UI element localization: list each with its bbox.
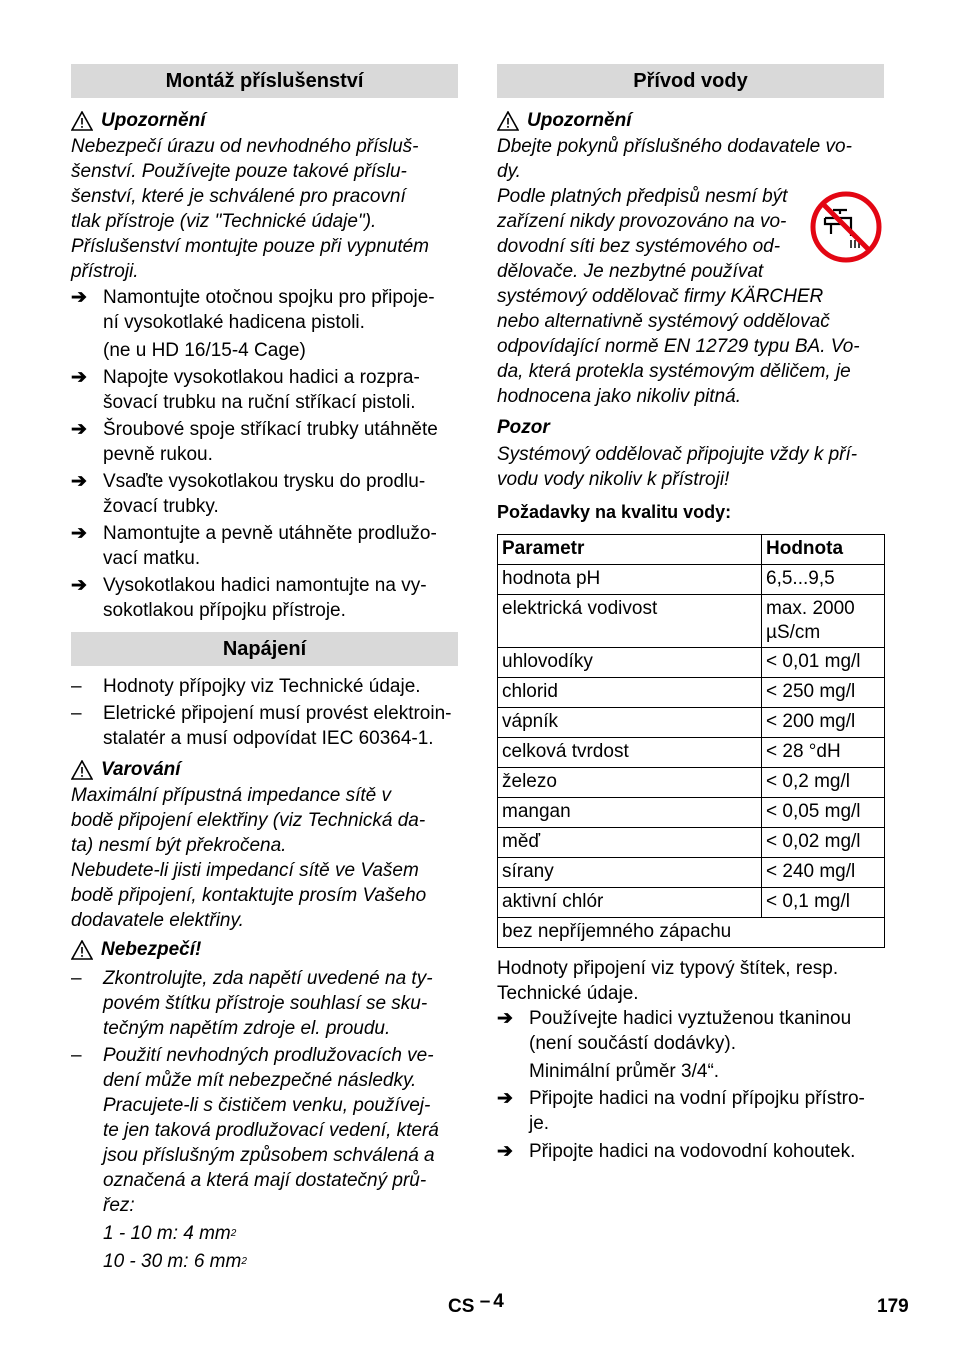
text-line: vací matku. — [103, 548, 201, 569]
text-line: ní vysokotlaké hadicena pistoli. — [103, 312, 365, 333]
table-row — [498, 708, 885, 738]
arrow-right-icon: ➔ — [71, 575, 87, 596]
warning-text — [497, 134, 884, 409]
text-line: dení může mít nebezpečné následky. — [103, 1070, 417, 1091]
page-footer-lang — [448, 1291, 504, 1318]
section-page-number: 4 — [493, 1291, 504, 1312]
table-header-cell: Hodnota — [762, 535, 885, 565]
text-line: da, která protekla systémovým děličem, je — [497, 361, 851, 382]
no-drinking-water-icon — [809, 190, 883, 264]
warning-triangle-icon — [71, 111, 93, 131]
text-line: tečným napětím zdroje el. proudu. — [103, 1018, 391, 1039]
text-line: je. — [529, 1113, 550, 1134]
danger-title: Nebezpečí! — [101, 939, 202, 960]
step-item — [497, 1086, 884, 1136]
text-line: povém štítku přístroje souhlasí se sku- — [103, 993, 428, 1014]
section-heading-accessories: Montáž příslušenství — [71, 64, 458, 98]
step-note: (ne u HD 16/15-4 Cage) — [103, 340, 306, 361]
text-line: stalatér a musí odpovídat IEC 60364-1. — [103, 728, 434, 749]
text-line: Namontujte otočnou spojku pro připoje- — [103, 287, 435, 308]
text-line: pevně rukou. — [103, 444, 213, 465]
table-row — [498, 828, 885, 858]
text-line: Připojte hadici na vodní přípojku přístro- — [529, 1088, 865, 1109]
text-line: Vysokotlakou hadici namontujte na vy- — [103, 575, 427, 596]
warning-title: Upozornění — [527, 110, 632, 131]
arrow-right-icon: ➔ — [497, 1008, 513, 1029]
dash-marker: – — [71, 703, 82, 724]
text-line: dodavatele elektřiny. — [71, 910, 244, 931]
text-line: Nebezpečí úrazu od nevhodného přísluš- — [71, 136, 419, 157]
step-note: Minimální průměr 3/4“. — [529, 1061, 720, 1082]
table-cell: hodnota pH — [498, 565, 762, 595]
list-item — [71, 966, 458, 1041]
text-line: Dbejte pokynů příslušného dodavatele vo- — [497, 136, 852, 157]
table-cell: < 200 mg/l — [762, 708, 885, 738]
text-line: systémový oddělovač firmy KÄRCHER — [497, 286, 824, 307]
table-row — [498, 595, 885, 648]
table-cell: uhlovodíky — [498, 648, 762, 678]
text-line: dy. — [497, 161, 521, 182]
warning-note — [71, 757, 458, 783]
arrow-right-icon: ➔ — [497, 1141, 513, 1162]
text-line: vodu vody nikoliv k přístroji! — [497, 469, 730, 490]
text-line: Eletrické připojení musí provést elektroin- — [103, 703, 452, 724]
table-row — [498, 738, 885, 768]
quality-title: Požadavky na kvalitu vody: — [497, 502, 732, 522]
info-text — [497, 956, 884, 1006]
text-line: sokotlakou přípojku přístroje. — [103, 600, 346, 621]
step-item — [71, 521, 458, 571]
text-line: nebo alternativně systémový oddělovač — [497, 311, 830, 332]
table-cell: elektrická vodivost — [498, 595, 762, 648]
table-cell: železo — [498, 768, 762, 798]
warning-triangle-icon — [71, 760, 93, 780]
table-cell: < 0,02 mg/l — [762, 828, 885, 858]
step-item — [71, 417, 458, 467]
list-item — [71, 701, 458, 751]
table-cell: < 0,05 mg/l — [762, 798, 885, 828]
warning-triangle-icon — [497, 111, 519, 131]
table-cell: < 28 °dH — [762, 738, 885, 768]
superscript: 2 — [230, 1228, 237, 1239]
table-cell: < 0,01 mg/l — [762, 648, 885, 678]
text-line: Hodnoty připojení viz typový štítek, resp. — [497, 958, 839, 979]
arrow-right-icon: ➔ — [497, 1088, 513, 1109]
text-line: Použití nevhodných prodlužovacích ve- — [103, 1045, 434, 1066]
warning-title: Varování — [101, 759, 181, 780]
text-line: bodě připojení, kontaktujte prosím Vašeho — [71, 885, 427, 906]
text-line: Vsaďte vysokotlakou trysku do prodlu- — [103, 471, 426, 492]
arrow-right-icon: ➔ — [71, 523, 87, 544]
warning-title: Upozornění — [101, 110, 206, 131]
step-item — [497, 1006, 884, 1056]
text-line: Podle platných předpisů nesmí být — [497, 186, 788, 207]
text-line: tlak přístroje (viz "Technické údaje"). — [71, 211, 377, 232]
text-line: Namontujte a pevně utáhněte prodlužo- — [103, 523, 437, 544]
cable-spec — [71, 1221, 458, 1246]
table-cell: < 240 mg/l — [762, 858, 885, 888]
text-line: dovodní síti bez systémového od- — [497, 236, 781, 257]
text-line: označená a která mají dostatečný prů- — [103, 1170, 427, 1191]
list-item — [71, 674, 458, 699]
text-line: šenství, které je schválené pro pracovní — [71, 186, 406, 207]
cable-spec — [71, 1249, 458, 1274]
text-line: Šroubové spoje stříkací trubky utáhněte — [103, 419, 438, 440]
table-cell: sírany — [498, 858, 762, 888]
table-cell: vápník — [498, 708, 762, 738]
step-item — [71, 365, 458, 415]
step-item — [497, 1139, 884, 1164]
table-cell: celková tvrdost — [498, 738, 762, 768]
arrow-right-icon: ➔ — [71, 287, 87, 308]
table-header-cell: Parametr — [498, 535, 762, 565]
text-line: Systémový oddělovač připojujte vždy k pří- — [497, 444, 858, 465]
table-row — [498, 648, 885, 678]
cable-spec-text: 1 - 10 m: 4 mm — [103, 1223, 231, 1244]
separator: – — [479, 1291, 491, 1312]
page-number: 179 — [877, 1296, 909, 1317]
superscript: 2 — [241, 1256, 247, 1267]
table-row — [498, 768, 885, 798]
list-item — [71, 1043, 458, 1218]
text-line: řez: — [103, 1195, 135, 1216]
table-cell: < 0,1 mg/l — [762, 888, 885, 918]
warning-text — [71, 783, 458, 933]
section-heading-water-supply: Přívod vody — [497, 64, 884, 98]
text-line: Nebudete-li jisti impedancí sítě ve Vašem — [71, 860, 419, 881]
table-cell: bez nepříjemného zápachu — [498, 918, 885, 948]
table-cell: aktivní chlór — [498, 888, 762, 918]
warning-triangle-icon — [71, 940, 93, 960]
left-column — [71, 64, 458, 1274]
dash-marker: – — [71, 676, 82, 697]
table-footer-row — [498, 918, 885, 948]
pozor-text — [497, 442, 884, 492]
text-line: Připojte hadici na vodovodní kohoutek. — [529, 1141, 856, 1162]
text-line: šovací trubku na ruční stříkací pistoli. — [103, 392, 416, 413]
arrow-right-icon: ➔ — [71, 419, 87, 440]
text-line: hodnocena jako nikoliv pitná. — [497, 386, 742, 407]
table-row — [498, 678, 885, 708]
arrow-right-icon: ➔ — [71, 471, 87, 492]
table-cell: měď — [498, 828, 762, 858]
text-line: te jen taková prodlužovací vedení, která — [103, 1120, 439, 1141]
table-cell: 6,5...9,5 — [762, 565, 885, 595]
text-line: Technické údaje. — [497, 983, 639, 1004]
table-row — [498, 798, 885, 828]
water-quality-table — [497, 534, 885, 948]
step-item — [71, 469, 458, 519]
table-row — [498, 858, 885, 888]
dash-marker: – — [71, 968, 82, 989]
text-line: Zkontrolujte, zda napětí uvedené na ty- — [103, 968, 433, 989]
table-header-row — [498, 535, 885, 565]
text-line: Pracujete-li s čističem venku, používej- — [103, 1095, 431, 1116]
table-cell: < 0,2 mg/l — [762, 768, 885, 798]
dash-marker: – — [71, 1045, 82, 1066]
text-line: bodě připojení elektřiny (viz Technická da- — [71, 810, 426, 831]
pozor-title: Pozor — [497, 417, 550, 438]
arrow-right-icon: ➔ — [71, 367, 87, 388]
table-cell: < 250 mg/l — [762, 678, 885, 708]
section-heading-power: Napájení — [71, 632, 458, 666]
table-cell: chlorid — [498, 678, 762, 708]
text-line: jsou příslušným způsobem schválená a — [103, 1145, 435, 1166]
table-row — [498, 565, 885, 595]
text-line: odpovídající normě EN 12729 typu BA. Vo- — [497, 336, 860, 357]
text-line: (není součástí dodávky). — [529, 1033, 736, 1054]
table-cell: mangan — [498, 798, 762, 828]
text-line: žovací trubky. — [103, 496, 219, 517]
text-line: zařízení nikdy provozováno na vo- — [497, 211, 787, 232]
table-cell: max. 2000 µS/cm — [762, 595, 885, 648]
text-line: Příslušenství montujte pouze při vypnutém — [71, 236, 430, 257]
table-row — [498, 888, 885, 918]
text-line: ta) nesmí být překročena. — [71, 835, 287, 856]
text-line: dělovače. Je nezbytné používat — [497, 261, 764, 282]
text-line: Maximální přípustná impedance sítě v — [71, 785, 391, 806]
text-line: Hodnoty přípojky viz Technické údaje. — [103, 676, 421, 697]
step-item — [71, 573, 458, 623]
language-code: CS — [448, 1296, 475, 1317]
text-line: přístroji. — [71, 261, 139, 282]
warning-text — [71, 134, 458, 284]
danger-note — [71, 937, 458, 963]
warning-note — [497, 108, 884, 134]
warning-note — [71, 108, 458, 134]
text-line: šenství. Používejte pouze takové příslu- — [71, 161, 407, 182]
cable-spec-text: 10 - 30 m: 6 mm — [103, 1251, 242, 1272]
text-line: Používejte hadici vyztuženou tkaninou — [529, 1008, 852, 1029]
step-item — [71, 285, 458, 335]
right-column — [497, 64, 884, 1164]
text-line: Napojte vysokotlakou hadici a rozpra- — [103, 367, 420, 388]
